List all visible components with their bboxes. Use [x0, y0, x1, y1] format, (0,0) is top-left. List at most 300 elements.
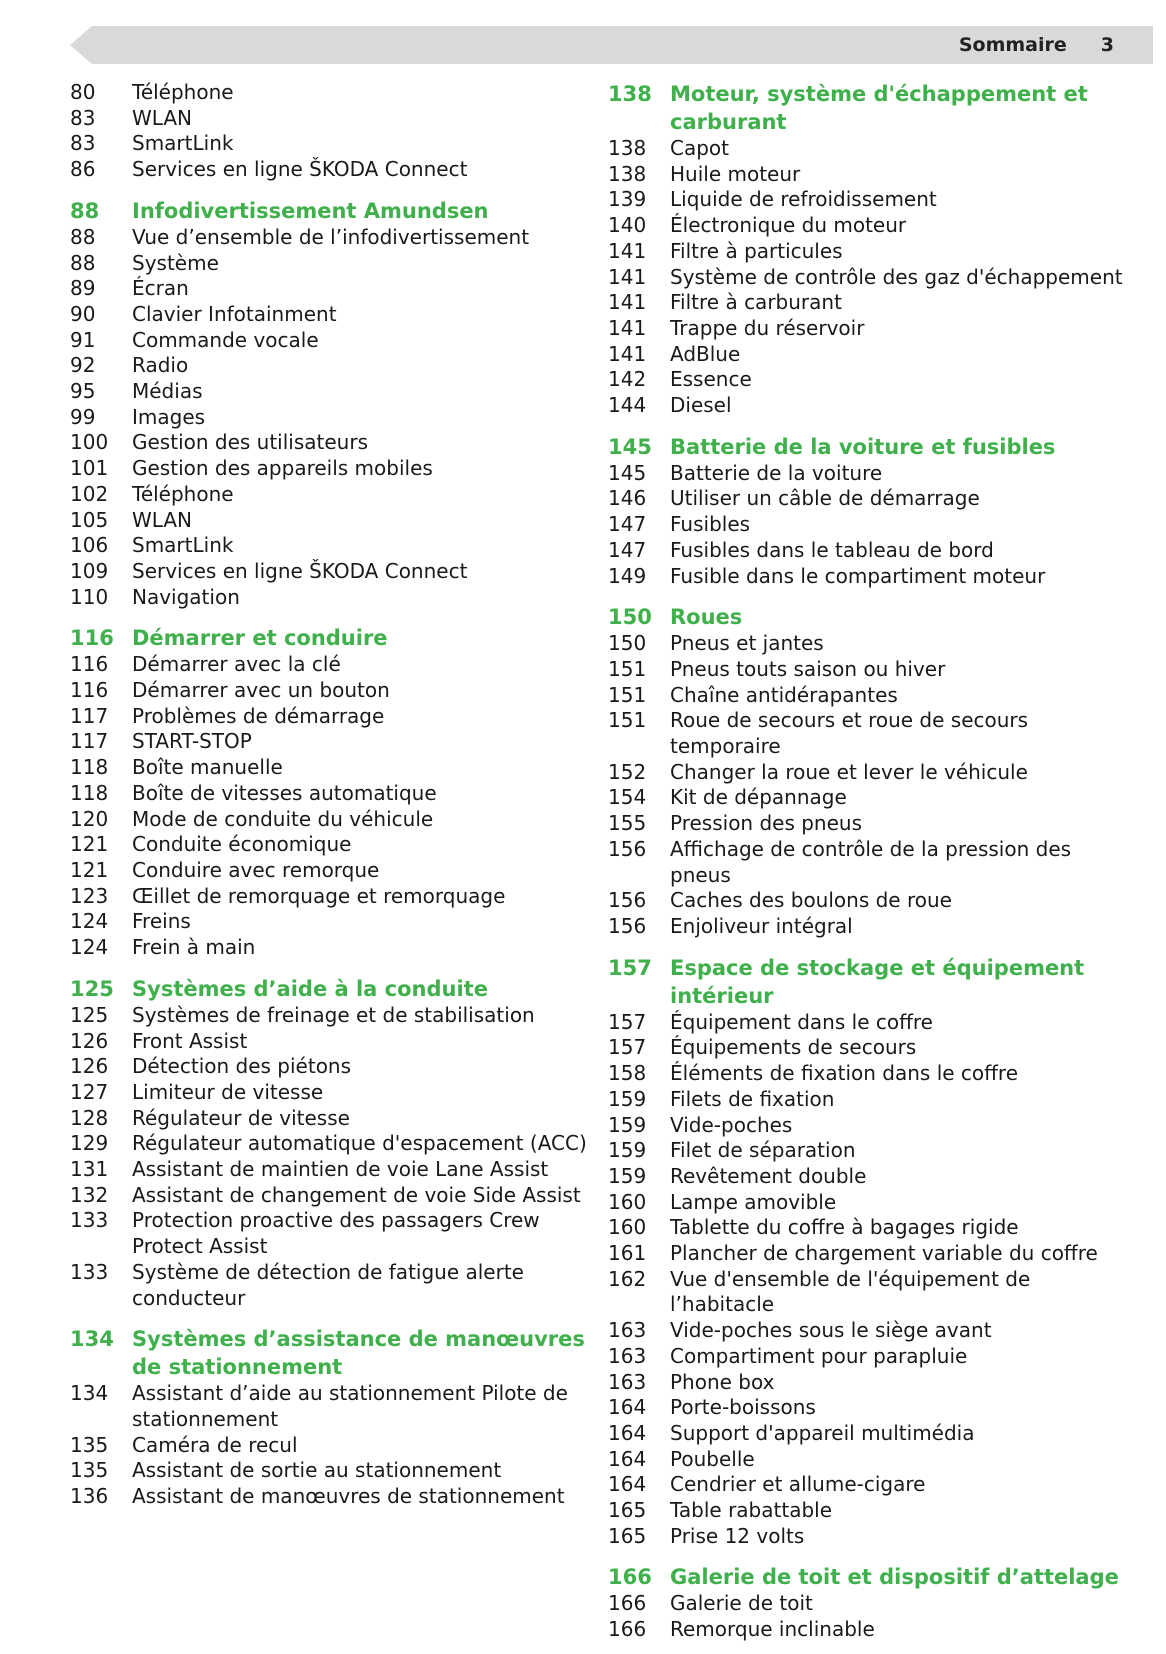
entry-label: Images — [132, 404, 206, 429]
entry-label: Assistant d’aide au stationnement Pilote de stationnement — [132, 1381, 568, 1431]
toc-section-title[interactable] — [70, 197, 590, 225]
toc-entry[interactable] — [70, 1054, 590, 1080]
entry-label: Régulateur automatique d'espacement (ACC) — [132, 1131, 587, 1156]
entry-page-number: 147 — [608, 512, 647, 537]
entry-page-number: 145 — [608, 460, 647, 485]
entry-page-number: 118 — [70, 780, 109, 805]
entry-page-number: 160 — [608, 1215, 647, 1240]
section-page-number: 125 — [70, 976, 114, 1001]
entry-label: SmartLink — [132, 131, 234, 156]
entry-page-number: 126 — [70, 1054, 109, 1079]
entry-label: Éléments de fixation dans le coffre — [670, 1061, 1019, 1086]
entry-label: Cendrier et allume-cigare — [670, 1472, 926, 1497]
entry-page-number: 141 — [608, 341, 647, 366]
entry-page-number: 152 — [608, 759, 647, 784]
entry-page-number: 166 — [608, 1591, 647, 1616]
toc-section — [608, 603, 1128, 939]
toc-entry[interactable] — [70, 1029, 590, 1055]
toc-entry[interactable] — [608, 1370, 1128, 1396]
entry-page-number: 135 — [70, 1458, 109, 1483]
toc-entry[interactable] — [608, 1395, 1128, 1421]
toc-entry[interactable] — [608, 265, 1128, 291]
toc-entry[interactable] — [608, 1267, 1128, 1318]
toc-entry[interactable] — [608, 367, 1128, 393]
entry-label: Équipements de secours — [670, 1035, 917, 1060]
toc-entry[interactable] — [70, 884, 590, 910]
entry-label: Roue de secours et roue de secours temporaire — [670, 708, 1029, 759]
toc-section — [608, 1563, 1128, 1642]
toc-entry[interactable] — [70, 1433, 590, 1459]
toc-entry[interactable] — [608, 1010, 1128, 1036]
entry-page-number: 164 — [608, 1395, 647, 1420]
entry-page-number: 164 — [608, 1446, 647, 1471]
toc-entry[interactable] — [70, 858, 590, 884]
entry-label: Services en ligne ŠKODA Connect — [132, 558, 468, 583]
toc-entry[interactable] — [608, 1472, 1128, 1498]
entry-page-number: 126 — [70, 1028, 109, 1053]
toc-entry[interactable] — [608, 708, 1128, 759]
toc-entry[interactable] — [608, 914, 1128, 940]
entry-page-number: 117 — [70, 703, 109, 728]
entry-page-number: 159 — [608, 1163, 647, 1188]
entry-page-number: 164 — [608, 1472, 647, 1497]
entry-page-number: 160 — [608, 1189, 647, 1214]
toc-entry[interactable] — [608, 162, 1128, 188]
toc-entry[interactable] — [608, 888, 1128, 914]
toc-entry[interactable] — [70, 1458, 590, 1484]
toc-entry[interactable] — [70, 585, 590, 611]
entry-label: Détection des piétons — [132, 1054, 352, 1079]
entry-label: Caméra de recul — [132, 1432, 298, 1457]
toc-section-title[interactable] — [70, 624, 590, 652]
entry-page-number: 155 — [608, 811, 647, 836]
entry-page-number: 157 — [608, 1035, 647, 1060]
entry-label: Radio — [132, 353, 189, 378]
entry-label: Conduite économique — [132, 832, 352, 857]
toc-entry[interactable] — [70, 456, 590, 482]
toc-entry[interactable] — [608, 213, 1128, 239]
entry-page-number: 102 — [70, 481, 109, 506]
entry-label: Batterie de la voiture — [670, 460, 883, 485]
entry-label: Kit de dépannage — [670, 785, 847, 810]
toc-section — [608, 433, 1128, 590]
entry-page-number: 90 — [70, 301, 96, 326]
entry-page-number: 141 — [608, 238, 647, 263]
entry-label: Gestion des utilisateurs — [132, 430, 368, 455]
entry-label: Démarrer avec la clé — [132, 652, 341, 677]
section-page-number: 166 — [608, 1565, 652, 1590]
toc-entry[interactable] — [608, 1447, 1128, 1473]
toc-section-title[interactable] — [608, 603, 1128, 631]
entry-label: Fusibles — [670, 512, 751, 537]
toc-entry[interactable] — [608, 1318, 1128, 1344]
entry-page-number: 157 — [608, 1009, 647, 1034]
entry-label: Galerie de toit — [670, 1591, 813, 1616]
toc-entry[interactable] — [70, 353, 590, 379]
entry-label: Liquide de refroidissement — [670, 187, 937, 212]
toc-entry[interactable] — [70, 935, 590, 961]
toc-entry[interactable] — [70, 1106, 590, 1132]
entry-label: Filtre à particules — [670, 238, 843, 263]
entry-page-number: 165 — [608, 1498, 647, 1523]
entry-label: Mode de conduite du véhicule — [132, 806, 434, 831]
entry-page-number: 154 — [608, 785, 647, 810]
entry-label: Fusible dans le compartiment moteur — [670, 563, 1046, 588]
entry-page-number: 120 — [70, 806, 109, 831]
entry-label: Systèmes de freinage et de stabilisation — [132, 1002, 535, 1027]
section-page-number: 138 — [608, 82, 652, 106]
entry-label: Pneus touts saison ou hiver — [670, 656, 946, 681]
entry-label: Boîte de vitesses automatique — [132, 780, 437, 805]
toc-entry[interactable] — [608, 683, 1128, 709]
entry-page-number: 86 — [70, 157, 96, 182]
entry-page-number: 166 — [608, 1617, 647, 1642]
toc-entry[interactable] — [70, 1157, 590, 1183]
entry-label: Phone box — [670, 1369, 775, 1394]
toc-entry[interactable] — [70, 1381, 590, 1432]
section-title-label: Batterie de la voiture et fusibles — [670, 434, 1056, 459]
toc-left-column — [70, 80, 590, 1510]
toc-entry[interactable] — [70, 1208, 590, 1259]
entry-page-number: 163 — [608, 1369, 647, 1394]
toc-entry[interactable] — [70, 678, 590, 704]
entry-page-number: 142 — [608, 367, 647, 392]
entry-label: Équipement dans le coffre — [670, 1009, 933, 1034]
entry-label: Système — [132, 250, 219, 275]
entry-page-number: 132 — [70, 1182, 109, 1207]
toc-entry[interactable] — [608, 631, 1128, 657]
entry-page-number: 146 — [608, 486, 647, 511]
entry-label: Caches des boulons de roue — [670, 888, 952, 913]
entry-label: Essence — [670, 367, 752, 392]
page-number: 3 — [1100, 34, 1114, 56]
toc-section-title[interactable] — [608, 1563, 1128, 1591]
toc-section — [70, 80, 590, 183]
entry-page-number: 141 — [608, 290, 647, 315]
toc-section — [608, 80, 1128, 419]
toc-entry[interactable] — [70, 276, 590, 302]
toc-entry[interactable] — [70, 405, 590, 431]
toc-entry[interactable] — [608, 136, 1128, 162]
entry-page-number: 91 — [70, 327, 96, 352]
toc-entry[interactable] — [608, 290, 1128, 316]
toc-entry[interactable] — [70, 131, 590, 157]
toc-entry[interactable] — [608, 1617, 1128, 1643]
entry-label: WLAN — [132, 105, 193, 130]
page-header — [959, 32, 1114, 58]
toc-entry[interactable] — [70, 807, 590, 833]
entry-label: Protection proactive des passagers Crew Protect Assist — [132, 1208, 540, 1259]
toc-entry[interactable] — [70, 302, 590, 328]
toc-entry[interactable] — [608, 837, 1128, 888]
toc-entry[interactable] — [608, 1524, 1128, 1550]
toc-entry[interactable] — [70, 482, 590, 508]
entry-page-number: 124 — [70, 935, 109, 960]
entry-page-number: 88 — [70, 224, 96, 249]
entry-label: Vide-poches sous le siège avant — [670, 1318, 992, 1343]
toc-section — [70, 624, 590, 960]
toc-entry[interactable] — [608, 342, 1128, 368]
entry-page-number: 144 — [608, 393, 647, 418]
entry-label: Assistant de sortie au stationnement — [132, 1458, 502, 1483]
entry-label: Filtre à carburant — [670, 290, 842, 315]
toc-section-title[interactable] — [608, 954, 1128, 1010]
section-title-label: Moteur, système d'échappement et carburant — [670, 82, 1088, 134]
toc-entry[interactable] — [608, 1113, 1128, 1139]
page-header-title: Sommaire — [958, 34, 1067, 56]
entry-label: Affichage de contrôle de la pression des pneus — [670, 836, 1072, 887]
entry-label: Vide-poches — [670, 1112, 793, 1137]
toc-entry[interactable] — [70, 1003, 590, 1029]
entry-label: START-STOP — [132, 729, 252, 754]
toc-entry[interactable] — [608, 393, 1128, 419]
entry-page-number: 125 — [70, 1002, 109, 1027]
entry-label: Téléphone — [132, 80, 234, 104]
entry-page-number: 131 — [70, 1157, 109, 1182]
toc-entry[interactable] — [608, 1061, 1128, 1087]
toc-entry[interactable] — [608, 811, 1128, 837]
entry-label: Diesel — [670, 393, 732, 418]
entry-page-number: 156 — [608, 913, 647, 938]
entry-page-number: 156 — [608, 836, 647, 861]
toc-entry[interactable] — [608, 512, 1128, 538]
toc-entry[interactable] — [608, 1138, 1128, 1164]
entry-label: SmartLink — [132, 533, 234, 558]
entry-page-number: 162 — [608, 1266, 647, 1291]
entry-page-number: 133 — [70, 1208, 109, 1233]
section-title-label: Systèmes d’aide à la conduite — [132, 976, 488, 1001]
toc-entry[interactable] — [70, 157, 590, 183]
entry-page-number: 118 — [70, 755, 109, 780]
entry-label: Démarrer avec un bouton — [132, 678, 390, 703]
toc-section-title[interactable] — [608, 433, 1128, 461]
toc-section-title[interactable] — [608, 80, 1128, 136]
entry-label: Freins — [132, 909, 191, 934]
entry-label: Fusibles dans le tableau de bord — [670, 537, 994, 562]
entry-label: Filet de séparation — [670, 1138, 856, 1163]
entry-page-number: 159 — [608, 1112, 647, 1137]
entry-label: Médias — [132, 379, 203, 404]
toc-entry[interactable] — [608, 316, 1128, 342]
entry-label: Remorque inclinable — [670, 1617, 875, 1642]
toc-section-title[interactable] — [70, 1325, 590, 1381]
entry-page-number: 163 — [608, 1318, 647, 1343]
entry-label: Pression des pneus — [670, 811, 863, 836]
toc-entry[interactable] — [70, 430, 590, 456]
toc-entry[interactable] — [608, 657, 1128, 683]
entry-label: Système de contrôle des gaz d'échappement — [670, 264, 1123, 289]
entry-page-number: 139 — [608, 187, 647, 212]
section-title-label: Espace de stockage et équipement intérieur — [670, 955, 1085, 1008]
toc-entry[interactable] — [70, 251, 590, 277]
toc-entry[interactable] — [70, 1260, 590, 1311]
entry-page-number: 151 — [608, 656, 647, 681]
entry-label: Tablette du coffre à bagages rigide — [670, 1215, 1019, 1240]
toc-entry[interactable] — [70, 1080, 590, 1106]
entry-label: Système de détection de fatigue alerte conducteur — [132, 1259, 524, 1310]
toc-entry[interactable] — [70, 729, 590, 755]
entry-page-number: 151 — [608, 682, 647, 707]
entry-page-number: 116 — [70, 652, 109, 677]
toc-entry[interactable] — [70, 1131, 590, 1157]
entry-label: Clavier Infotainment — [132, 301, 337, 326]
toc-entry[interactable] — [70, 379, 590, 405]
entry-label: Poubelle — [670, 1446, 755, 1471]
entry-page-number: 150 — [608, 631, 647, 656]
entry-label: Téléphone — [132, 481, 234, 506]
toc-entry[interactable] — [608, 1498, 1128, 1524]
entry-label: Vue d'ensemble de l'équipement de l’habitacle — [670, 1266, 1031, 1317]
entry-label: Lampe amovible — [670, 1189, 837, 1214]
entry-page-number: 110 — [70, 584, 109, 609]
entry-label: Frein à main — [132, 935, 256, 960]
toc-entry[interactable] — [608, 486, 1128, 512]
toc-entry[interactable] — [70, 559, 590, 585]
entry-page-number: 89 — [70, 276, 96, 301]
entry-page-number: 163 — [608, 1343, 647, 1368]
toc-entry[interactable] — [608, 1164, 1128, 1190]
entry-label: Enjoliveur intégral — [670, 913, 853, 938]
entry-page-number: 140 — [608, 213, 647, 238]
entry-label: Huile moteur — [670, 161, 801, 186]
entry-label: Changer la roue et lever le véhicule — [670, 759, 1028, 784]
entry-page-number: 165 — [608, 1523, 647, 1548]
entry-label: Commande vocale — [132, 327, 319, 352]
toc-entry[interactable] — [70, 832, 590, 858]
toc-entry[interactable] — [608, 538, 1128, 564]
section-title-label: Roues — [670, 605, 743, 630]
entry-label: Gestion des appareils mobiles — [132, 456, 433, 481]
entry-label: WLAN — [132, 507, 193, 532]
entry-label: Limiteur de vitesse — [132, 1079, 324, 1104]
toc-entry[interactable] — [608, 187, 1128, 213]
section-title-label: Démarrer et conduire — [132, 626, 388, 651]
entry-label: Revêtement double — [670, 1163, 867, 1188]
entry-label: Prise 12 volts — [670, 1523, 805, 1548]
toc-entry[interactable] — [70, 704, 590, 730]
entry-page-number: 158 — [608, 1061, 647, 1086]
toc-entry[interactable] — [608, 1591, 1128, 1617]
section-title-label: Infodivertissement Amundsen — [132, 198, 489, 223]
entry-label: Conduire avec remorque — [132, 857, 380, 882]
entry-page-number: 121 — [70, 832, 109, 857]
toc-entry[interactable] — [608, 1344, 1128, 1370]
entry-page-number: 95 — [70, 379, 96, 404]
toc-entry[interactable] — [608, 1087, 1128, 1113]
section-page-number: 150 — [608, 605, 652, 630]
entry-page-number: 141 — [608, 315, 647, 340]
entry-label: Boîte manuelle — [132, 755, 283, 780]
entry-label: Vue d’ensemble de l’infodivertissement — [132, 224, 530, 249]
entry-page-number: 138 — [608, 161, 647, 186]
entry-label: Front Assist — [132, 1028, 248, 1053]
toc-entry[interactable] — [70, 652, 590, 678]
entry-label: Écran — [132, 276, 189, 301]
entry-page-number: 136 — [70, 1484, 109, 1509]
toc-section — [70, 197, 590, 611]
toc-entry[interactable] — [70, 781, 590, 807]
toc-entry[interactable] — [608, 785, 1128, 811]
entry-page-number: 117 — [70, 729, 109, 754]
toc-entry[interactable] — [608, 239, 1128, 265]
toc-section — [70, 1325, 590, 1510]
entry-page-number: 105 — [70, 507, 109, 532]
entry-label: AdBlue — [670, 341, 741, 366]
entry-page-number: 135 — [70, 1432, 109, 1457]
entry-page-number: 128 — [70, 1105, 109, 1130]
entry-label: Trappe du réservoir — [670, 315, 865, 340]
section-page-number: 157 — [608, 955, 652, 980]
entry-label: Utiliser un câble de démarrage — [670, 486, 980, 511]
toc-entry[interactable] — [70, 755, 590, 781]
toc-entry[interactable] — [70, 1484, 590, 1510]
entry-label: Œillet de remorquage et remorquage — [132, 883, 506, 908]
entry-page-number: 101 — [70, 456, 109, 481]
entry-page-number: 159 — [608, 1138, 647, 1163]
entry-label: Problèmes de démarrage — [132, 703, 385, 728]
toc-entry[interactable] — [70, 508, 590, 534]
entry-page-number: 80 — [70, 80, 96, 104]
section-title-label: Galerie de toit et dispositif d’attelage — [670, 1565, 1119, 1590]
entry-label: Assistant de manœuvres de stationnement — [132, 1484, 565, 1509]
entry-page-number: 123 — [70, 883, 109, 908]
entry-page-number: 124 — [70, 909, 109, 934]
entry-label: Assistant de changement de voie Side Assist — [132, 1182, 581, 1207]
entry-page-number: 129 — [70, 1131, 109, 1156]
entry-label: Régulateur de vitesse — [132, 1105, 350, 1130]
entry-page-number: 121 — [70, 857, 109, 882]
toc-entry[interactable] — [608, 760, 1128, 786]
entry-page-number: 109 — [70, 558, 109, 583]
toc-entry[interactable] — [608, 461, 1128, 487]
toc-section-title[interactable] — [70, 975, 590, 1003]
entry-label: Table rabattable — [670, 1498, 833, 1523]
toc-entry[interactable] — [608, 1421, 1128, 1447]
section-page-number: 88 — [70, 198, 100, 223]
entry-page-number: 164 — [608, 1420, 647, 1445]
entry-page-number: 147 — [608, 537, 647, 562]
entry-page-number: 138 — [608, 136, 647, 160]
toc-entry[interactable] — [70, 533, 590, 559]
toc-section — [70, 975, 590, 1311]
entry-label: Services en ligne ŠKODA Connect — [132, 157, 468, 182]
toc-entry[interactable] — [70, 328, 590, 354]
toc-entry[interactable] — [70, 106, 590, 132]
entry-page-number: 106 — [70, 533, 109, 558]
toc-entry[interactable] — [70, 1183, 590, 1209]
toc-entry[interactable] — [608, 1035, 1128, 1061]
toc-entry[interactable] — [608, 1190, 1128, 1216]
entry-label: Filets de fixation — [670, 1086, 835, 1111]
section-title-label: Systèmes d’assistance de manœuvres de stationnement — [132, 1327, 585, 1380]
entry-page-number: 100 — [70, 430, 109, 455]
toc-entry[interactable] — [608, 1241, 1128, 1267]
entry-page-number: 88 — [70, 250, 96, 275]
entry-page-number: 83 — [70, 105, 96, 130]
entry-page-number: 127 — [70, 1079, 109, 1104]
entry-page-number: 141 — [608, 264, 647, 289]
section-page-number: 134 — [70, 1327, 114, 1352]
toc-entry[interactable] — [70, 909, 590, 935]
entry-page-number: 151 — [608, 708, 647, 733]
toc-entry[interactable] — [608, 1215, 1128, 1241]
toc-entry[interactable] — [70, 225, 590, 251]
toc-entry[interactable] — [70, 80, 590, 106]
toc-entry[interactable] — [608, 564, 1128, 590]
toc-section — [608, 954, 1128, 1550]
section-page-number: 116 — [70, 626, 114, 651]
entry-page-number: 134 — [70, 1381, 109, 1406]
